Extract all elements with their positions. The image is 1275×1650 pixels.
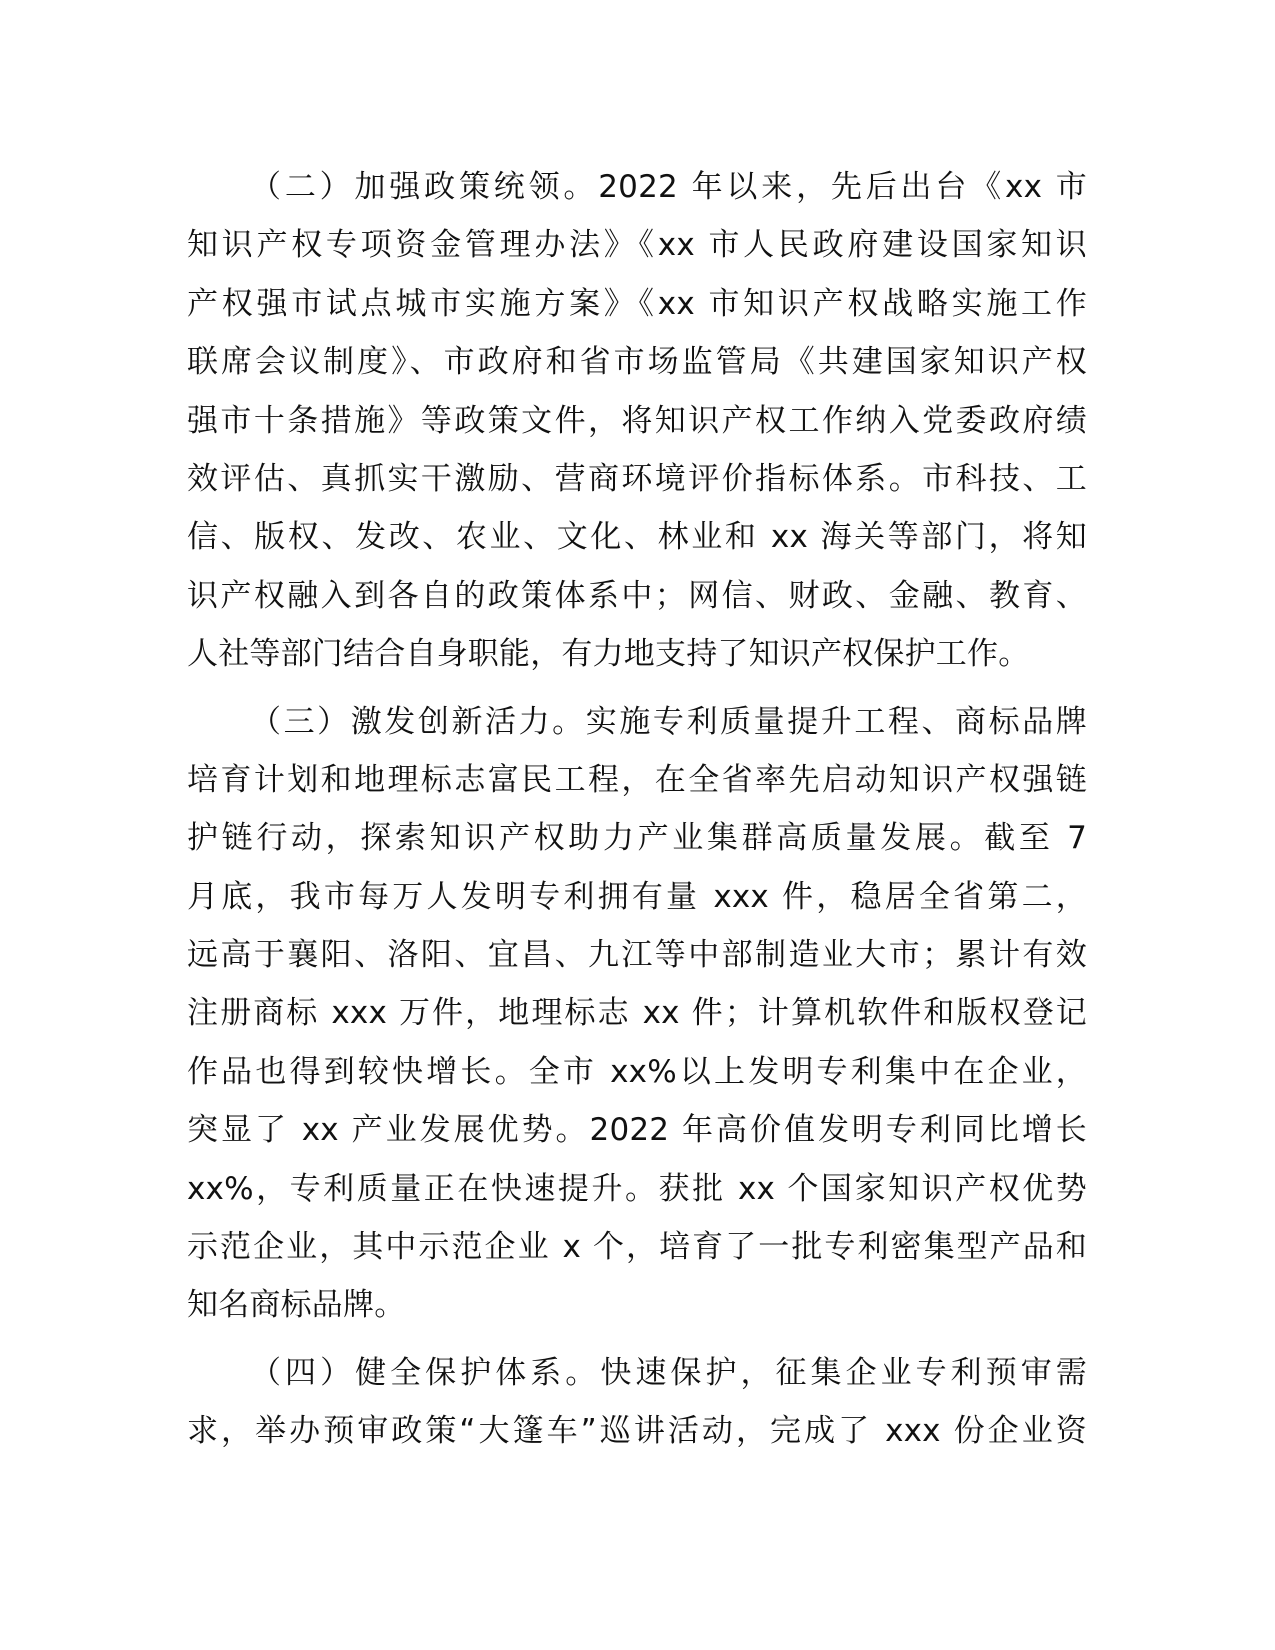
text-line: （二）加强政策统领。2022 年以来，先后出台《xx 市 xyxy=(250,169,1087,205)
text-line: （四）健全保护体系。快速保护，征集企业专利预审需 xyxy=(250,1354,1087,1391)
text-line: 效评估、真抓实干激励、营商环境评价指标体系。市科技、工 xyxy=(187,460,1087,497)
text-line: 知识产权专项资金管理办法》《xx 市人民政府建设国家知识 xyxy=(187,227,1087,264)
paragraph-gap xyxy=(187,1335,1087,1344)
text-line: 信、版权、发改、农业、文化、林业和 xx 海关等部门，将知 xyxy=(187,519,1087,556)
paragraph-policy-guidance xyxy=(187,158,1087,684)
text-line: 月底，我市每万人发明专利拥有量 xxx 件，稳居全省第二， xyxy=(187,878,1087,915)
text-line: 知名商标品牌。 xyxy=(187,1287,406,1324)
text-line: xx%，专利质量正在快速提升。获批 xx 个国家知识产权优势 xyxy=(187,1170,1087,1207)
text-line: 强市十条措施》等政策文件，将知识产权工作纳入党委政府绩 xyxy=(187,402,1087,439)
text-line: 注册商标 xxx 万件，地理标志 xx 件；计算机软件和版权登记 xyxy=(187,995,1087,1032)
paragraph-innovation-vitality xyxy=(187,693,1087,1335)
document-body xyxy=(187,158,1087,1461)
text-line: 远高于襄阳、洛阳、宜昌、九江等中部制造业大市；累计有效 xyxy=(187,937,1087,974)
text-line: 求，举办预审政策“大篷车”巡讲活动，完成了 xxx 份企业资 xyxy=(187,1413,1087,1450)
text-line: 突显了 xx 产业发展优势。2022 年高价值发明专利同比增长 xyxy=(187,1112,1087,1149)
text-line: （三）激发创新活力。实施专利质量提升工程、商标品牌 xyxy=(250,703,1087,740)
text-line: 护链行动，探索知识产权助力产业集群高质量发展。截至 7 xyxy=(187,820,1087,857)
paragraph-gap xyxy=(187,684,1087,693)
text-line: 作品也得到较快增长。全市 xx%以上发明专利集中在企业， xyxy=(187,1053,1087,1090)
text-line: 联席会议制度》、市政府和省市场监管局《共建国家知识产权 xyxy=(187,344,1087,381)
text-line: 识产权融入到各自的政策体系中；网信、财政、金融、教育、 xyxy=(187,577,1087,614)
text-line: 培育计划和地理标志富民工程，在全省率先启动知识产权强链 xyxy=(187,761,1087,798)
text-line: 示范企业，其中示范企业 x 个，培育了一批专利密集型产品和 xyxy=(187,1229,1087,1266)
paragraph-protection-system xyxy=(187,1344,1087,1461)
text-line: 产权强市试点城市实施方案》《xx 市知识产权战略实施工作 xyxy=(187,285,1087,322)
text-line: 人社等部门结合自身职能，有力地支持了知识产权保护工作。 xyxy=(187,636,1030,673)
